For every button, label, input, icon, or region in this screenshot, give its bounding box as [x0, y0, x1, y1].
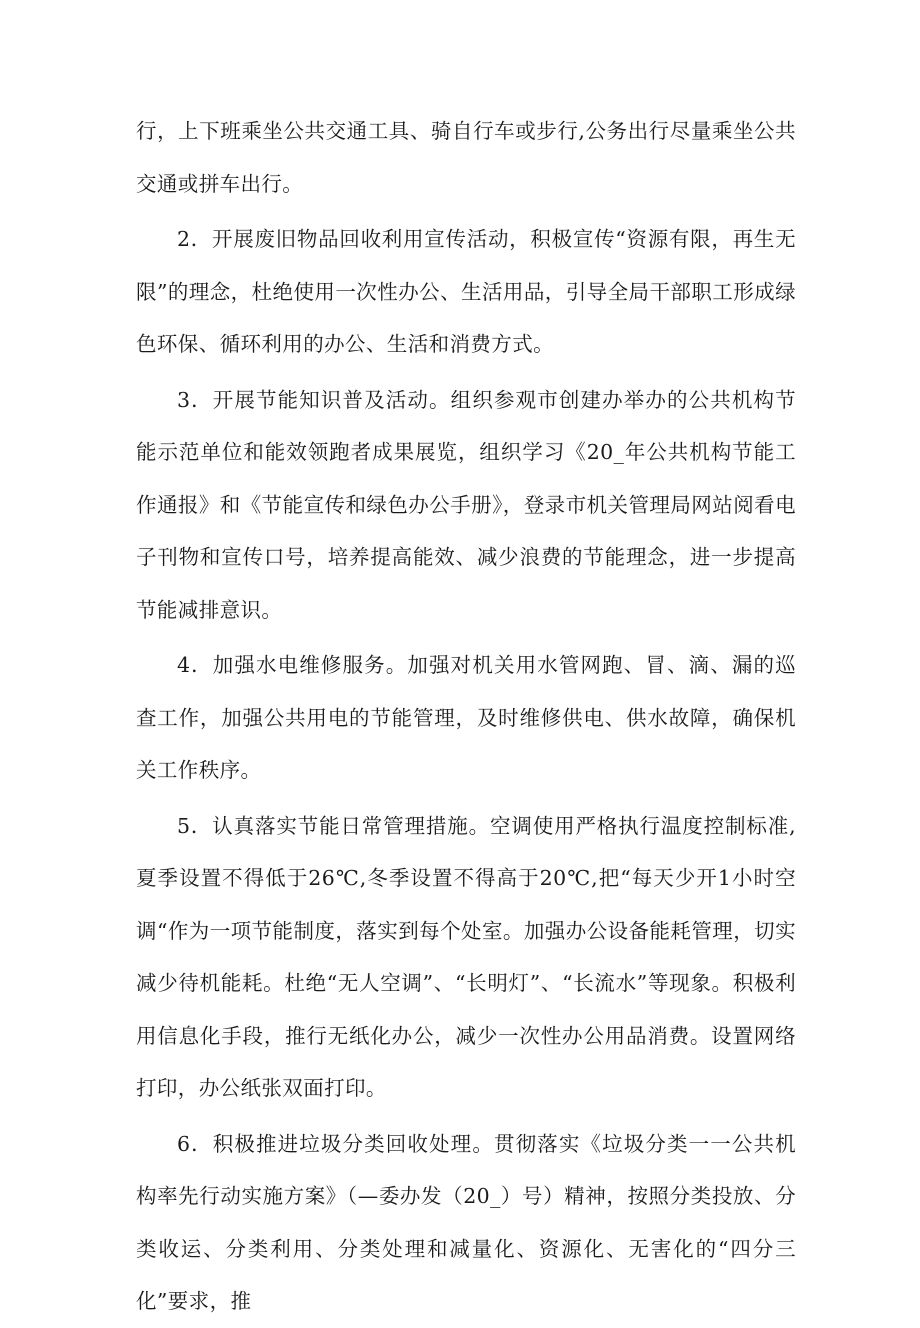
- paragraph-item-5: 5．认真落实节能日常管理措施。空调使用严格执行温度控制标准,夏季设置不得低于26℃,冬季设置不得高于20℃,把“每天少开1小时空调“作为一项节能制度，落实到每个处室。加强办公设备能耗管理，切实减少待机能耗。杜绝“无人空调”、“长明灯”、“长流水”等现象。积极利用信息化手段，推行无纸化办公，减少一次性办公用品消费。设置网络打印，办公纸张双面打印。: [136, 813, 796, 1100]
- document-body: [136, 105, 796, 1328]
- paragraph-item-6: 6．积极推进垃圾分类回收处理。贯彻落实《垃圾分类一一公共机构率先行动实施方案》（—委办发（20_）号）精神，按照分类投放、分类收运、分类利用、分类处理和减量化、资源化、无害化的“四分三化”要求，推: [136, 1131, 796, 1313]
- paragraph-continuation: 行，上下班乘坐公共交通工具、骑自行车或步行,公务出行尽量乘坐公共交通或拼车出行。: [136, 119, 796, 196]
- paragraph-item-2: 2．开展废旧物品回收利用宣传活动，积极宣传“资源有限，再生无限”的理念，杜绝使用一次性办公、生活用品，引导全局干部职工形成绿色环保、循环利用的办公、生活和消费方式。: [136, 227, 796, 356]
- paragraph-item-4: 4．加强水电维修服务。加强对机关用水管网跑、冒、滴、漏的巡查工作，加强公共用电的节能管理，及时维修供电、供水故障，确保机关工作秩序。: [136, 653, 796, 782]
- paragraph-item-3: 3．开展节能知识普及活动。组织参观市创建办举办的公共机构节能示范单位和能效领跑者成果展览，组织学习《20_年公共机构节能工作通报》和《节能宣传和绿色办公手册》，登录市机关管理局网站阅看电子刊物和宣传口号，培养提高能效、减少浪费的节能理念，进一步提高节能减排意识。: [136, 387, 796, 622]
